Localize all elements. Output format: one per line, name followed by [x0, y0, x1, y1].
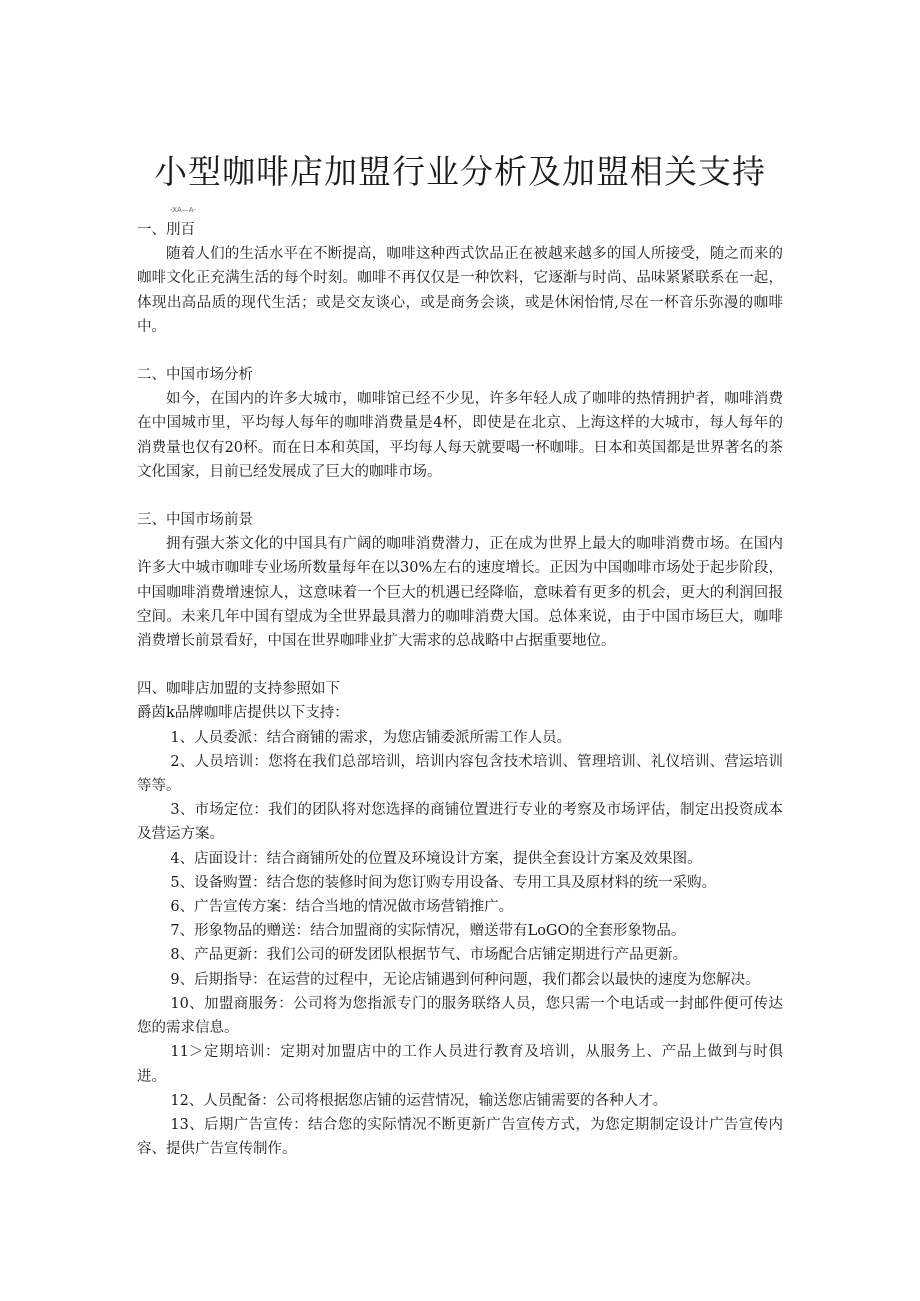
section-heading-market-analysis: 二、中国市场分析 — [137, 367, 253, 384]
support-item: 11＞定期培训：定期对加盟店中的工作人员进行教育及培训，从服务上、产品上做到与时俱进。 — [137, 1044, 783, 1085]
section-heading-preface: 一、刖百 — [137, 222, 195, 238]
support-item: 10、加盟商服务：公司将为您指派专门的服务联络人员，您只需一个电话或一封邮件便可传达您的需求信息。 — [137, 995, 783, 1037]
support-item: 13、后期广告宣传：结合您的实际情况不断更新广告宣传方式，为您定期制定设计广告宣传内容、提供广告宣传制作。 — [137, 1116, 783, 1158]
support-list — [137, 726, 783, 1162]
support-item: 4、店面设计：结合商铺所处的位置及环境设计方案，提供全套设计方案及效果图。 — [170, 850, 702, 867]
support-item: 2、人员培训：您将在我们总部培训，培训内容包含技术培训、管理培训、礼仪培训、营运培训等等。 — [137, 753, 783, 795]
document-body — [137, 218, 783, 1161]
section-paragraph-preface: 随着人们的生活水平在不断提高，咖啡这种西式饮品正在被越来越多的国人所接受，随之而来的咖啡文化正充满生活的每个时刻。咖啡不再仅仅是一种饮料，它逐渐与时尚、品味紧紧联系在一起，体现出高品质的现代生活；或是交友谈心，或是商务会谈，或是休闲怡情,尽在一杯音乐弥漫的咖啡中。 — [137, 246, 783, 335]
support-intro: 爵茵k品牌咖啡店提供以下支持： — [137, 705, 349, 722]
support-item: 7、形象物品的赠送：结合加盟商的实际情况，赠送带有LoGO的全套形象物品。 — [170, 923, 686, 940]
support-item: 6、广告宣传方案：结合当地的情况做市场营销推广。 — [170, 899, 514, 916]
section-paragraph-market-analysis: 如今，在国内的许多大城市，咖啡馆已经不少见，许多年轻人成了咖啡的热情拥护者，咖啡消费在中国城市里，平均每人每年的咖啡消费量是4杯，即使是在北京、上海这样的大城市，每人每年的消费量也仅有20杯。而在日本和英国，平均每人每天就要喝一杯咖啡。日本和英国都是世界著名的茶文化国家，目前已经发展成了巨大的咖啡市场。 — [137, 391, 783, 480]
support-item: 9、后期指导：在运营的过程中，无论店铺遇到何种问题，我们都会以最快的速度为您解决。 — [170, 971, 760, 988]
section-heading-market-outlook: 三、中国市场前景 — [137, 512, 253, 529]
section-heading-support: 四、咖啡店加盟的支持参照如下 — [137, 681, 340, 698]
support-item: 5、设备购置：结合您的装修时间为您订购专用设备、专用工具及原材料的统一采购。 — [170, 874, 717, 891]
section-paragraph-market-outlook: 拥有强大茶文化的中国具有广阔的咖啡消费潜力，正在成为世界上最大的咖啡消费市场。在国内许多大中城市咖啡专业场所数量每年在以30%左右的速度增长。正因为中国咖啡市场处于起步阶段，中国咖啡消费增速惊人，这意味着一个巨大的机遇已经降临，意味着有更多的机会，更大的利润回报空间。未来几年中国有望成为全世界最具潜力的咖啡消费大国。总体来说，由于中国市场巨大，咖啡消费增长前景看好，中国在世界咖啡业扩大需求的总战略中占据重要地位。 — [137, 536, 783, 650]
support-item: 3、市场定位：我们的团队将对您选择的商铺位置进行专业的考察及市场评估，制定出投资成本及营运方案。 — [137, 802, 783, 843]
header-mark: -XA—A- — [170, 206, 196, 214]
support-item: 12、人员配备：公司将根据您店铺的运营情况，输送您店铺需要的各种人才。 — [170, 1092, 668, 1109]
support-item: 1、人员委派：结合商铺的需求，为您店铺委派所需工作人员。 — [170, 729, 572, 746]
document-title: 小型咖啡店加盟行业分析及加盟相关支持 — [154, 152, 766, 192]
support-item: 8、产品更新：我们公司的研发团队根据节气、市场配合店铺定期进行产品更新。 — [170, 947, 688, 964]
